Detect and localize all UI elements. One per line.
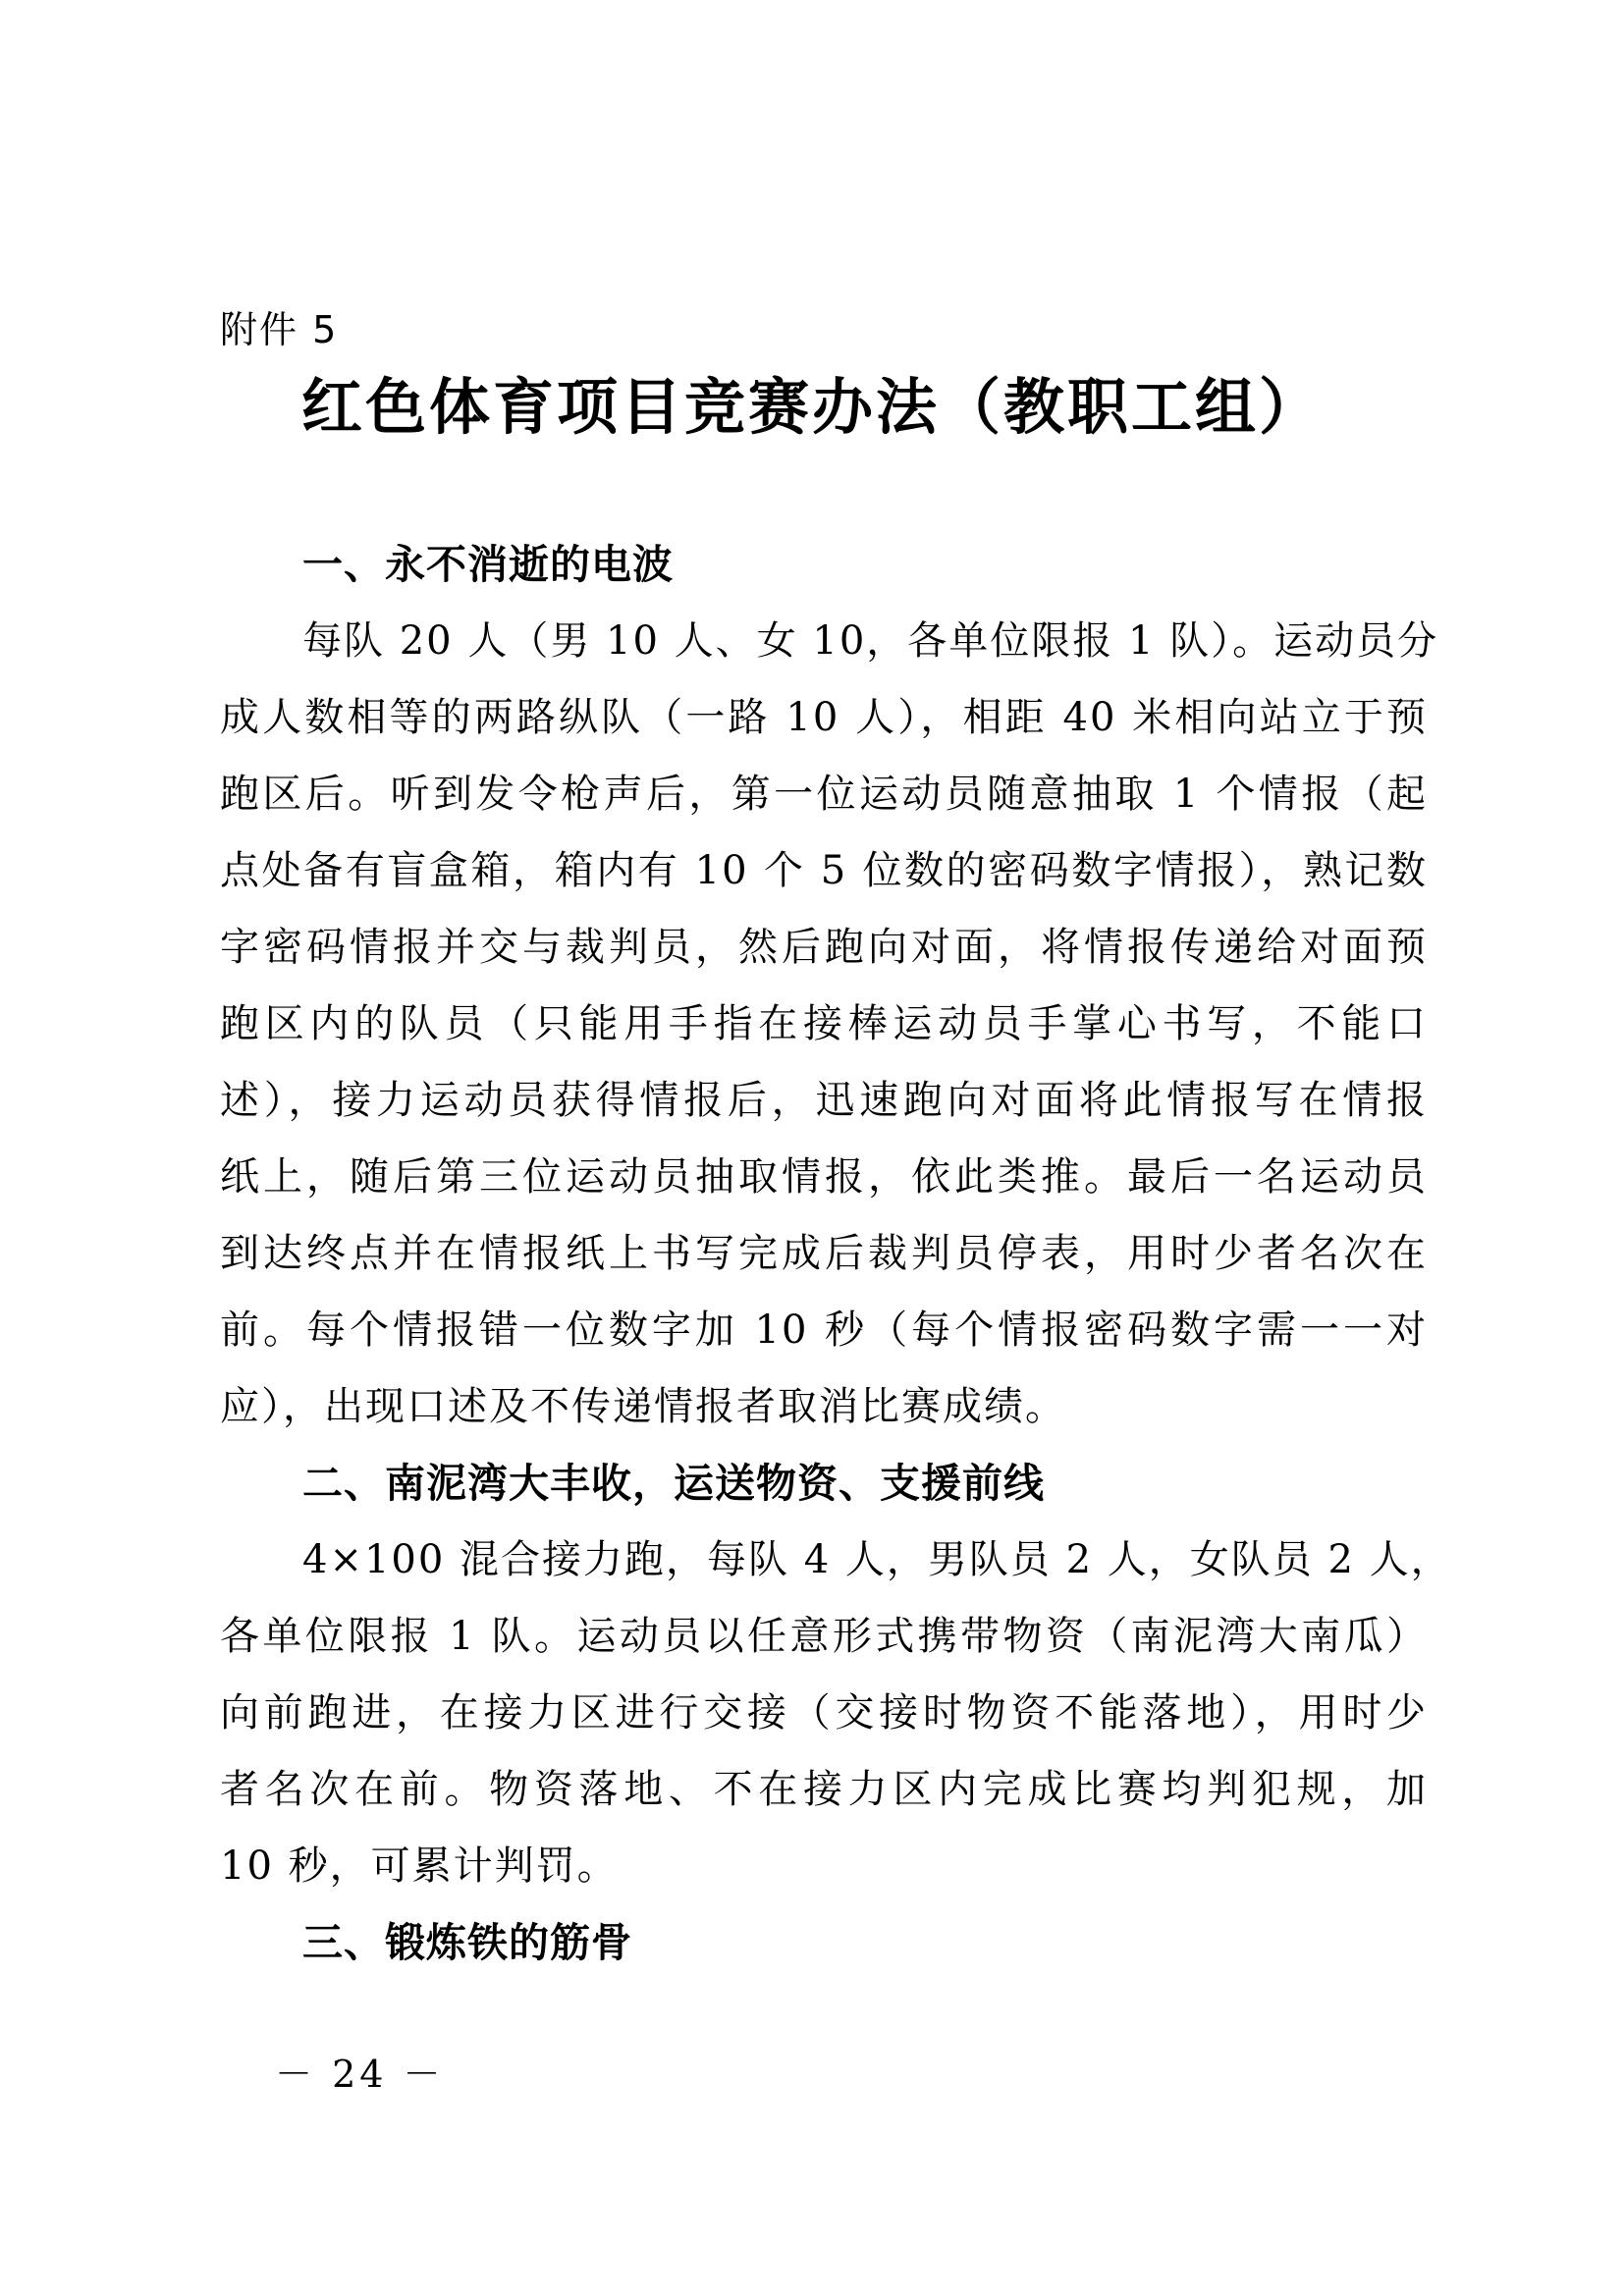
paragraph-line: 成人数相等的两路纵队（一路 10 人），相距 40 米相向站立于预 bbox=[220, 695, 1428, 740]
paragraph-line: 应），出现口述及不传递情报者取消比赛成绩。 bbox=[220, 1384, 1066, 1429]
paragraph-line: 述），接力运动员获得情报后，迅速跑向对面将此情报写在情报 bbox=[220, 1078, 1428, 1123]
paragraph-line: 10 秒，可累计判罚。 bbox=[220, 1843, 619, 1889]
paragraph-line: 向前跑进，在接力区进行交接（交接时物资不能落地），用时少 bbox=[220, 1690, 1428, 1735]
section-heading-3: 三、锻炼铁的筋骨 bbox=[302, 1919, 632, 1966]
paragraph-line: 纸上，随后第三位运动员抽取情报，依此类推。最后一名运动员 bbox=[220, 1154, 1428, 1200]
section-heading-1: 一、永不消逝的电波 bbox=[302, 541, 674, 588]
paragraph-line: 跑区后。听到发令枪声后，第一位运动员随意抽取 1 个情报（起 bbox=[220, 772, 1428, 817]
paragraph-line: 字密码情报并交与裁判员，然后跑向对面，将情报传递给对面预 bbox=[220, 925, 1428, 970]
section-heading-2: 二、南泥湾大丰收，运送物资、支援前线 bbox=[302, 1460, 1045, 1507]
paragraph-line: 跑区内的队员（只能用手指在接棒运动员手掌心书写，不能口 bbox=[220, 1001, 1428, 1046]
paragraph-line: 每队 20 人（男 10 人、女 10，各单位限报 1 队）。运动员分 bbox=[302, 618, 1439, 664]
paragraph-line: 前。每个情报错一位数字加 10 秒（每个情报密码数字需一一对 bbox=[220, 1308, 1428, 1353]
page-number: － 24 － bbox=[275, 2053, 445, 2096]
document-title: 红色体育项目竞赛办法（教职工组） bbox=[300, 371, 1323, 443]
attachment-label: 附件 5 bbox=[220, 308, 339, 351]
paragraph-line: 点处备有盲盒箱，箱内有 10 个 5 位数的密码数字情报），熟记数 bbox=[220, 848, 1428, 893]
section-paragraph-2 bbox=[220, 1522, 1452, 1904]
paragraph-line: 到达终点并在情报纸上书写完成后裁判员停表，用时少者名次在 bbox=[220, 1231, 1428, 1276]
section-paragraph-1 bbox=[220, 603, 1439, 1445]
document-body bbox=[220, 526, 1452, 1981]
paragraph-line: 者名次在前。物资落地、不在接力区内完成比赛均判犯规，加 bbox=[220, 1767, 1428, 1812]
paragraph-line: 4×100 混合接力跑，每队 4 人，男队员 2 人，女队员 2 人， bbox=[302, 1537, 1452, 1582]
paragraph-line: 各单位限报 1 队。运动员以任意形式携带物资（南泥湾大南瓜） bbox=[220, 1614, 1428, 1659]
